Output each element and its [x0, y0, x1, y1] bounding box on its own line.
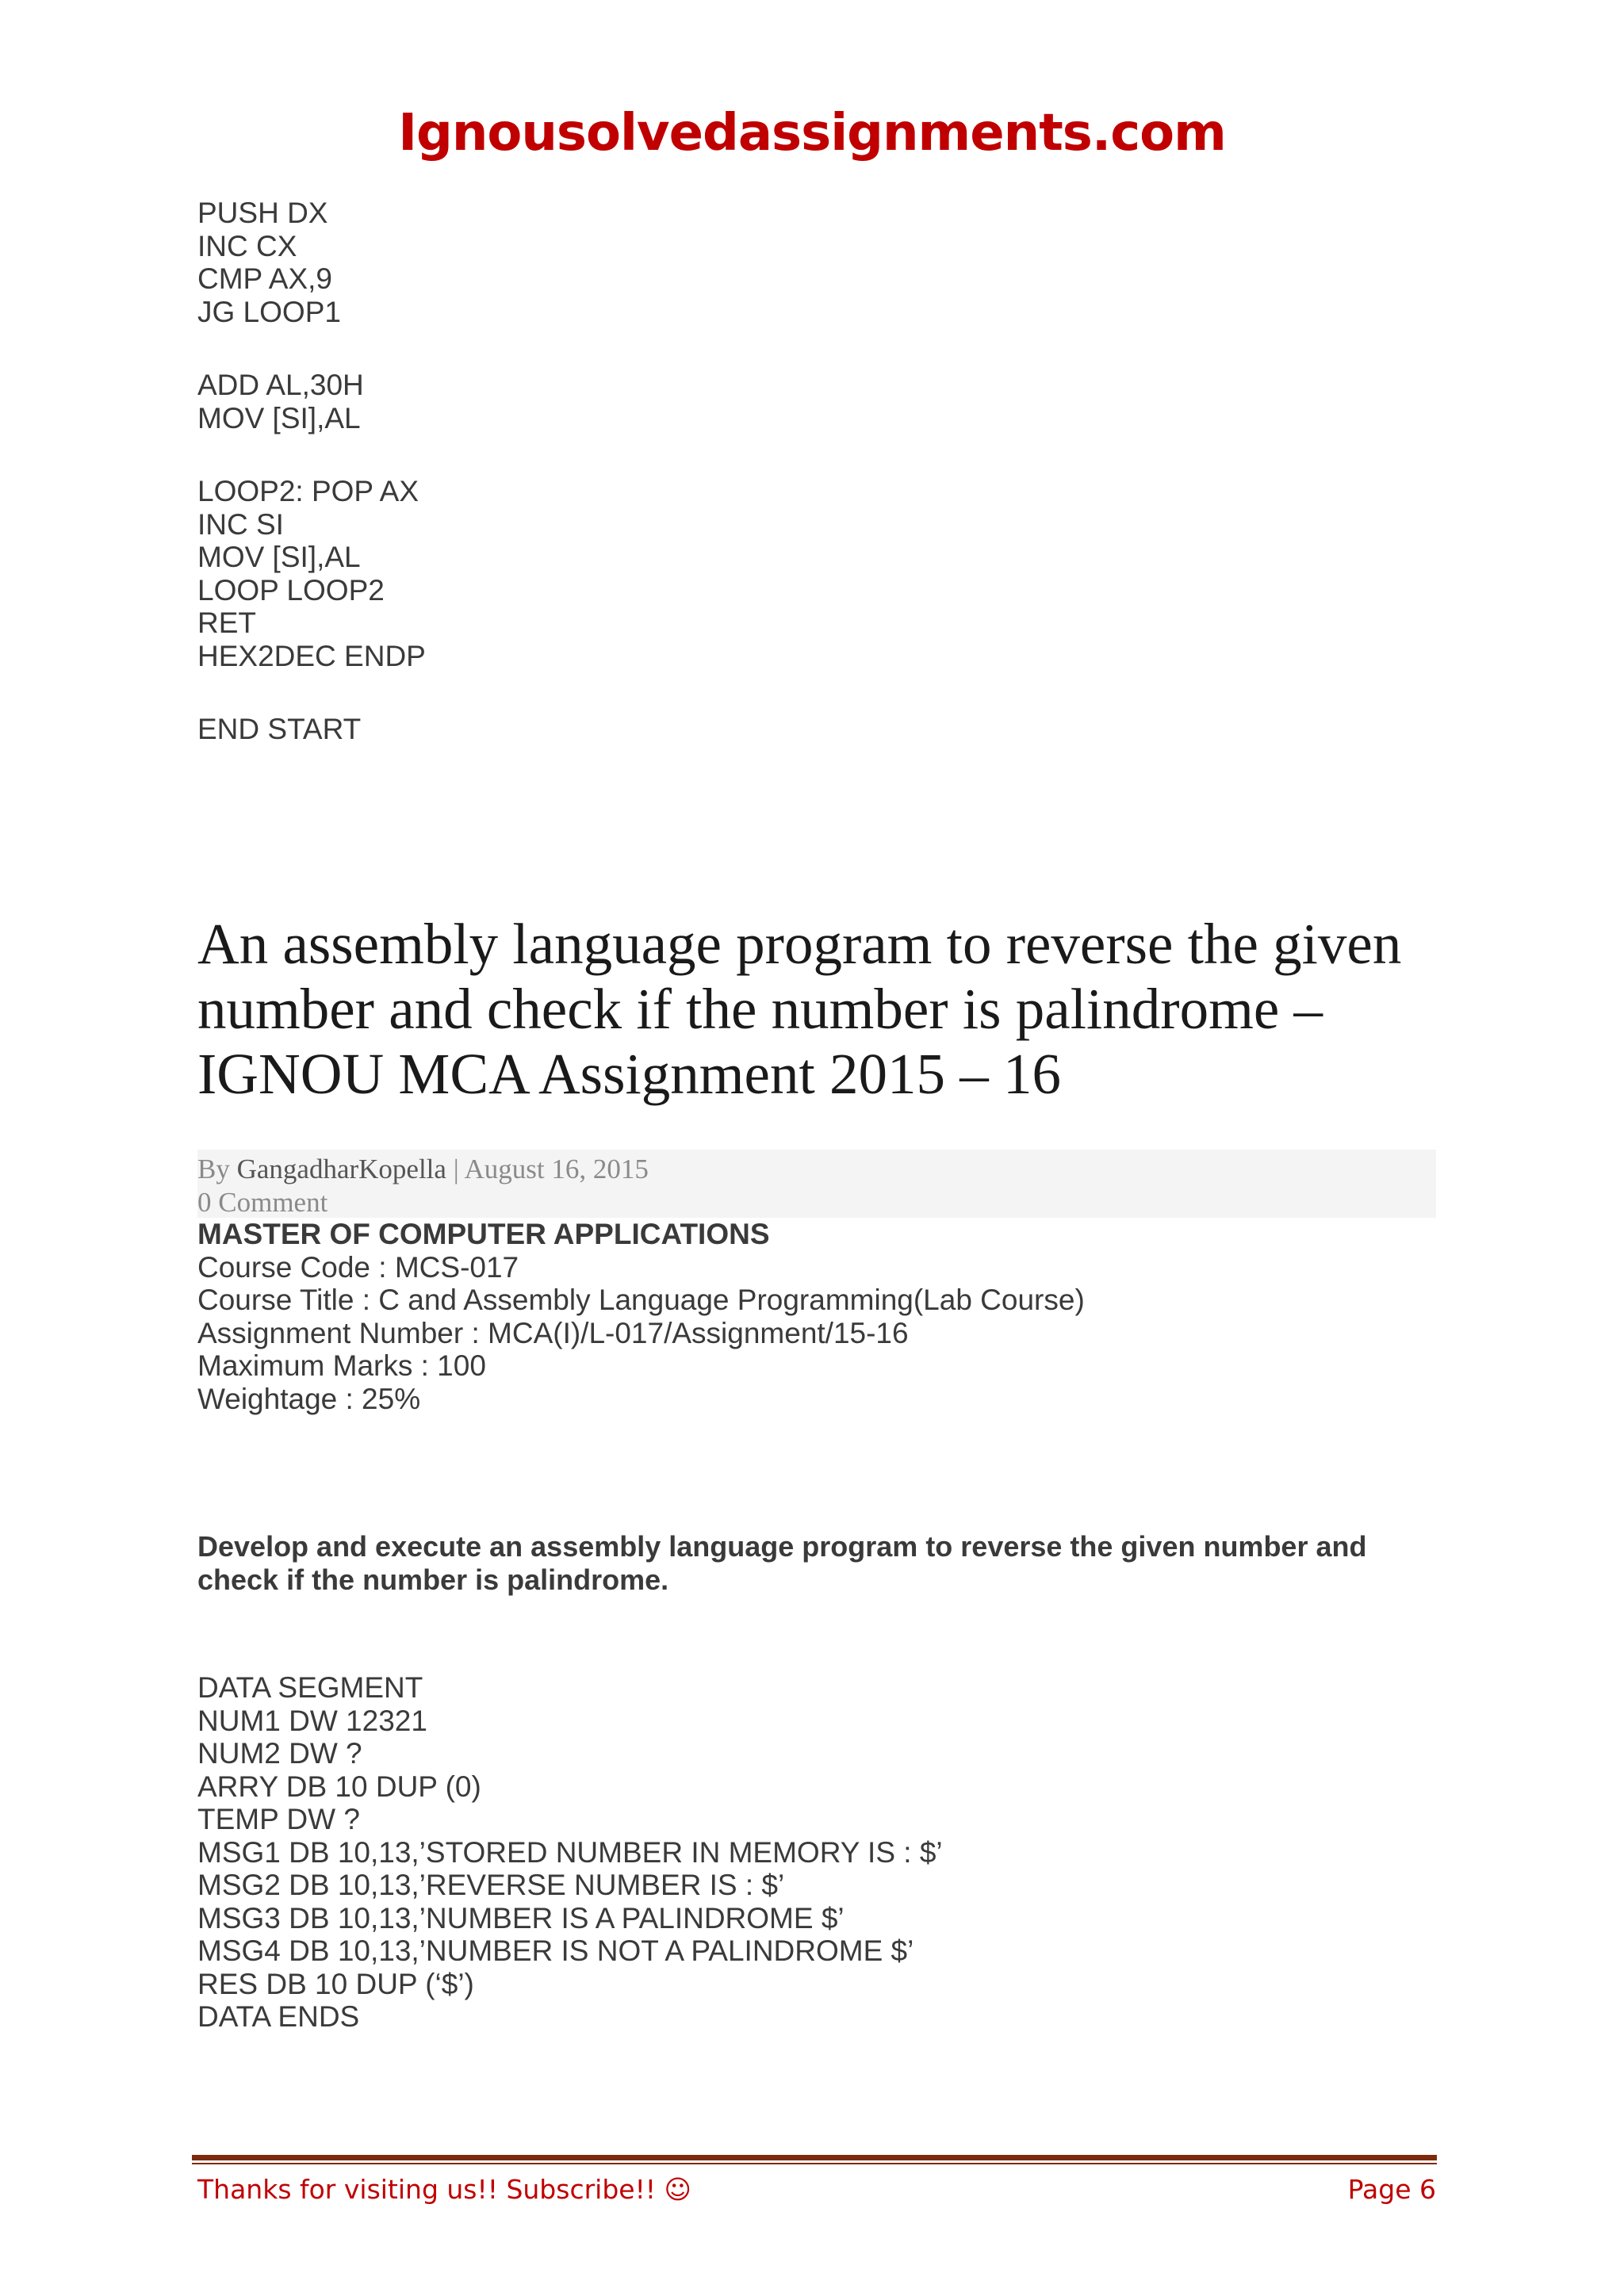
meta-separator: | — [446, 1154, 465, 1184]
article-title: An assembly language program to reverse the given number and check if the number is palindrome – IGNOU MCA Assignment 2015 – 16 — [197, 912, 1402, 1106]
by-label: By — [197, 1154, 237, 1184]
code-line: LOOP2: POP AX — [197, 475, 419, 507]
code-line: RET — [197, 607, 256, 639]
code-line: MOV [SI],AL — [197, 401, 361, 434]
course-code: Course Code : MCS-017 — [197, 1250, 519, 1284]
code-line: RES DB 10 DUP (‘$’) — [197, 1967, 474, 2000]
footer-divider — [192, 2155, 1437, 2160]
code-line: CMP AX,9 — [197, 262, 333, 295]
code-block-data-segment — [197, 1671, 943, 2034]
code-line: MSG4 DB 10,13,’NUMBER IS NOT A PALINDROME $’ — [197, 1934, 914, 1967]
code-line: HEX2DEC ENDP — [197, 639, 426, 672]
code-line: MOV [SI],AL — [197, 541, 361, 573]
course-title: Course Title : C and Assembly Language Programming(Lab Course) — [197, 1284, 1085, 1316]
site-header: Ignousolvedassignments.com — [398, 104, 1226, 163]
code-line: ARRY DB 10 DUP (0) — [197, 1770, 481, 1803]
post-meta-byline — [197, 1153, 649, 1185]
author-link[interactable]: GangadharKopella — [236, 1154, 446, 1184]
footer-subscribe-text: Thanks for visiting us!! Subscribe!! ☺ — [197, 2174, 691, 2205]
maximum-marks: Maximum Marks : 100 — [197, 1349, 486, 1382]
code-line — [197, 434, 426, 475]
footer-divider-thin — [192, 2163, 1437, 2164]
code-line: LOOP LOOP2 — [197, 573, 385, 607]
page-number: Page 6 — [1347, 2174, 1436, 2205]
program-heading: MASTER OF COMPUTER APPLICATIONS — [197, 1218, 770, 1250]
question-text: Develop and execute an assembly language program to reverse the given number and check if the number is palindrome. — [197, 1530, 1367, 1596]
code-line: INC CX — [197, 229, 297, 262]
code-line: MSG2 DB 10,13,’REVERSE NUMBER IS : $’ — [197, 1869, 785, 1901]
code-line: DATA SEGMENT — [197, 1671, 423, 1704]
code-line: PUSH DX — [197, 197, 328, 229]
code-line — [197, 328, 426, 369]
code-line: JG LOOP1 — [197, 295, 341, 328]
code-line: MSG3 DB 10,13,’NUMBER IS A PALINDROME $’ — [197, 1901, 845, 1934]
weightage: Weightage : 25% — [197, 1382, 421, 1415]
code-line: NUM2 DW ? — [197, 1737, 362, 1770]
code-line: DATA ENDS — [197, 2000, 360, 2033]
code-line: TEMP DW ? — [197, 1803, 360, 1835]
code-line: END START — [197, 713, 362, 745]
code-block-top — [197, 197, 426, 746]
code-line: NUM1 DW 12321 — [197, 1704, 427, 1737]
code-line — [197, 672, 426, 713]
code-line: ADD AL,30H — [197, 369, 364, 401]
code-line: MSG1 DB 10,13,’STORED NUMBER IN MEMORY IS : $’ — [197, 1835, 943, 1869]
assignment-info — [197, 1218, 1085, 1415]
post-date: August 16, 2015 — [464, 1154, 649, 1184]
assignment-number: Assignment Number : MCA(I)/L-017/Assignment/15-16 — [197, 1316, 909, 1349]
code-line: INC SI — [197, 507, 284, 541]
comment-count-link[interactable]: 0 Comment — [197, 1187, 328, 1218]
